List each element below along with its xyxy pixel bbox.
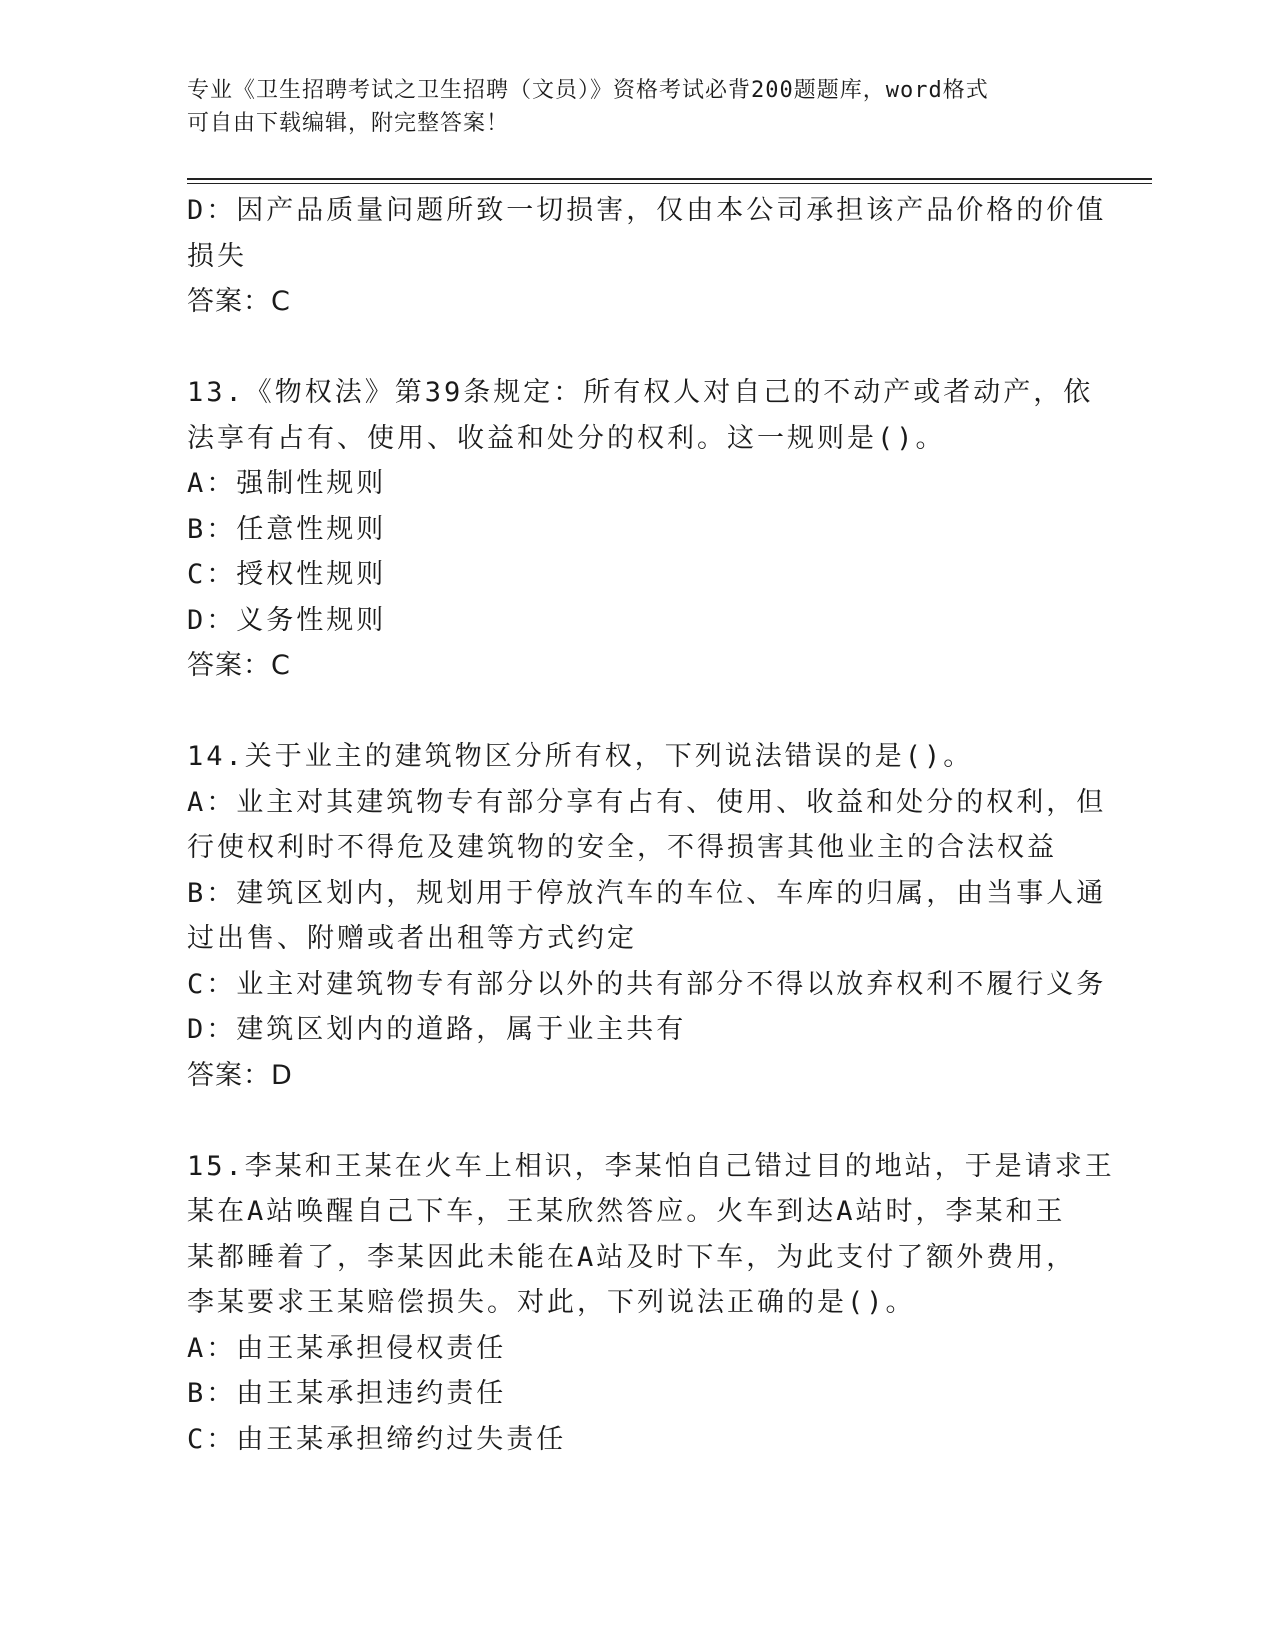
question-content xyxy=(187,188,1115,1462)
option-c: C：授权性规则 xyxy=(187,559,387,590)
option-d: D：建筑区划内的道路，属于业主共有 xyxy=(187,1014,687,1045)
question-stem: 13.《物权法》第39条规定：所有权人对自己的不动产或者动产，依 xyxy=(187,377,1094,408)
header-divider-thick xyxy=(187,178,1152,180)
option-b: B：由王某承担违约责任 xyxy=(187,1378,507,1409)
option-c: C：由王某承担缔约过失责任 xyxy=(187,1423,567,1455)
header-title-line-2: 可自由下载编辑，附完整答案！ xyxy=(187,111,510,136)
question-stem-continued: 某在A站唤醒自己下车，王某欣然答应。火车到达A站时，李某和王 xyxy=(187,1196,1066,1227)
question-14 xyxy=(187,734,1107,1098)
question-12-tail xyxy=(187,188,1107,325)
option-c: C：业主对建筑物专有部分以外的共有部分不得以放弃权利不履行义务 xyxy=(187,968,1107,1000)
header-title-line-1: 专业《卫生招聘考试之卫生招聘（文员）》资格考试必背200题题库，word格式 xyxy=(187,78,989,103)
question-stem: 14.关于业主的建筑物区分所有权，下列说法错误的是()。 xyxy=(187,741,974,772)
option-b-continued: 过出售、附赠或者出租等方式约定 xyxy=(187,923,637,954)
answer-line: 答案：C xyxy=(187,650,291,681)
question-13 xyxy=(187,370,1094,689)
option-a: A：业主对其建筑物专有部分享有占有、使用、收益和处分的权利，但 xyxy=(187,786,1107,818)
option-a: A：由王某承担侵权责任 xyxy=(187,1332,507,1364)
option-b: B：建筑区划内，规划用于停放汽车的车位、车库的归属，由当事人通 xyxy=(187,877,1107,909)
option-a-continued: 行使权利时不得危及建筑物的安全，不得损害其他业主的合法权益 xyxy=(187,832,1057,863)
spacer xyxy=(187,1098,1087,1144)
document-header xyxy=(187,74,1067,140)
question-stem-continued: 某都睡着了，李某因此未能在A站及时下车，为此支付了额外费用， xyxy=(187,1241,1077,1273)
option-d: D：因产品质量问题所致一切损害，仅由本公司承担该产品价格的价值 xyxy=(187,195,1107,226)
spacer xyxy=(187,689,1087,735)
header-divider-thin xyxy=(187,183,1152,184)
question-stem: 15.李某和王某在火车上相识，李某怕自己错过目的地站，于是请求王 xyxy=(187,1150,1115,1182)
option-d-continued: 损失 xyxy=(187,240,247,272)
option-b: B：任意性规则 xyxy=(187,513,387,545)
answer-line: 答案：D xyxy=(187,1059,293,1091)
question-stem-continued: 李某要求王某赔偿损失。对此，下列说法正确的是()。 xyxy=(187,1287,916,1318)
question-stem-continued: 法享有占有、使用、收益和处分的权利。这一规则是()。 xyxy=(187,422,946,454)
question-15 xyxy=(187,1144,1115,1463)
spacer xyxy=(187,325,1087,371)
answer-line: 答案：C xyxy=(187,286,291,317)
option-a: A：强制性规则 xyxy=(187,468,387,499)
option-d: D：义务性规则 xyxy=(187,604,387,636)
